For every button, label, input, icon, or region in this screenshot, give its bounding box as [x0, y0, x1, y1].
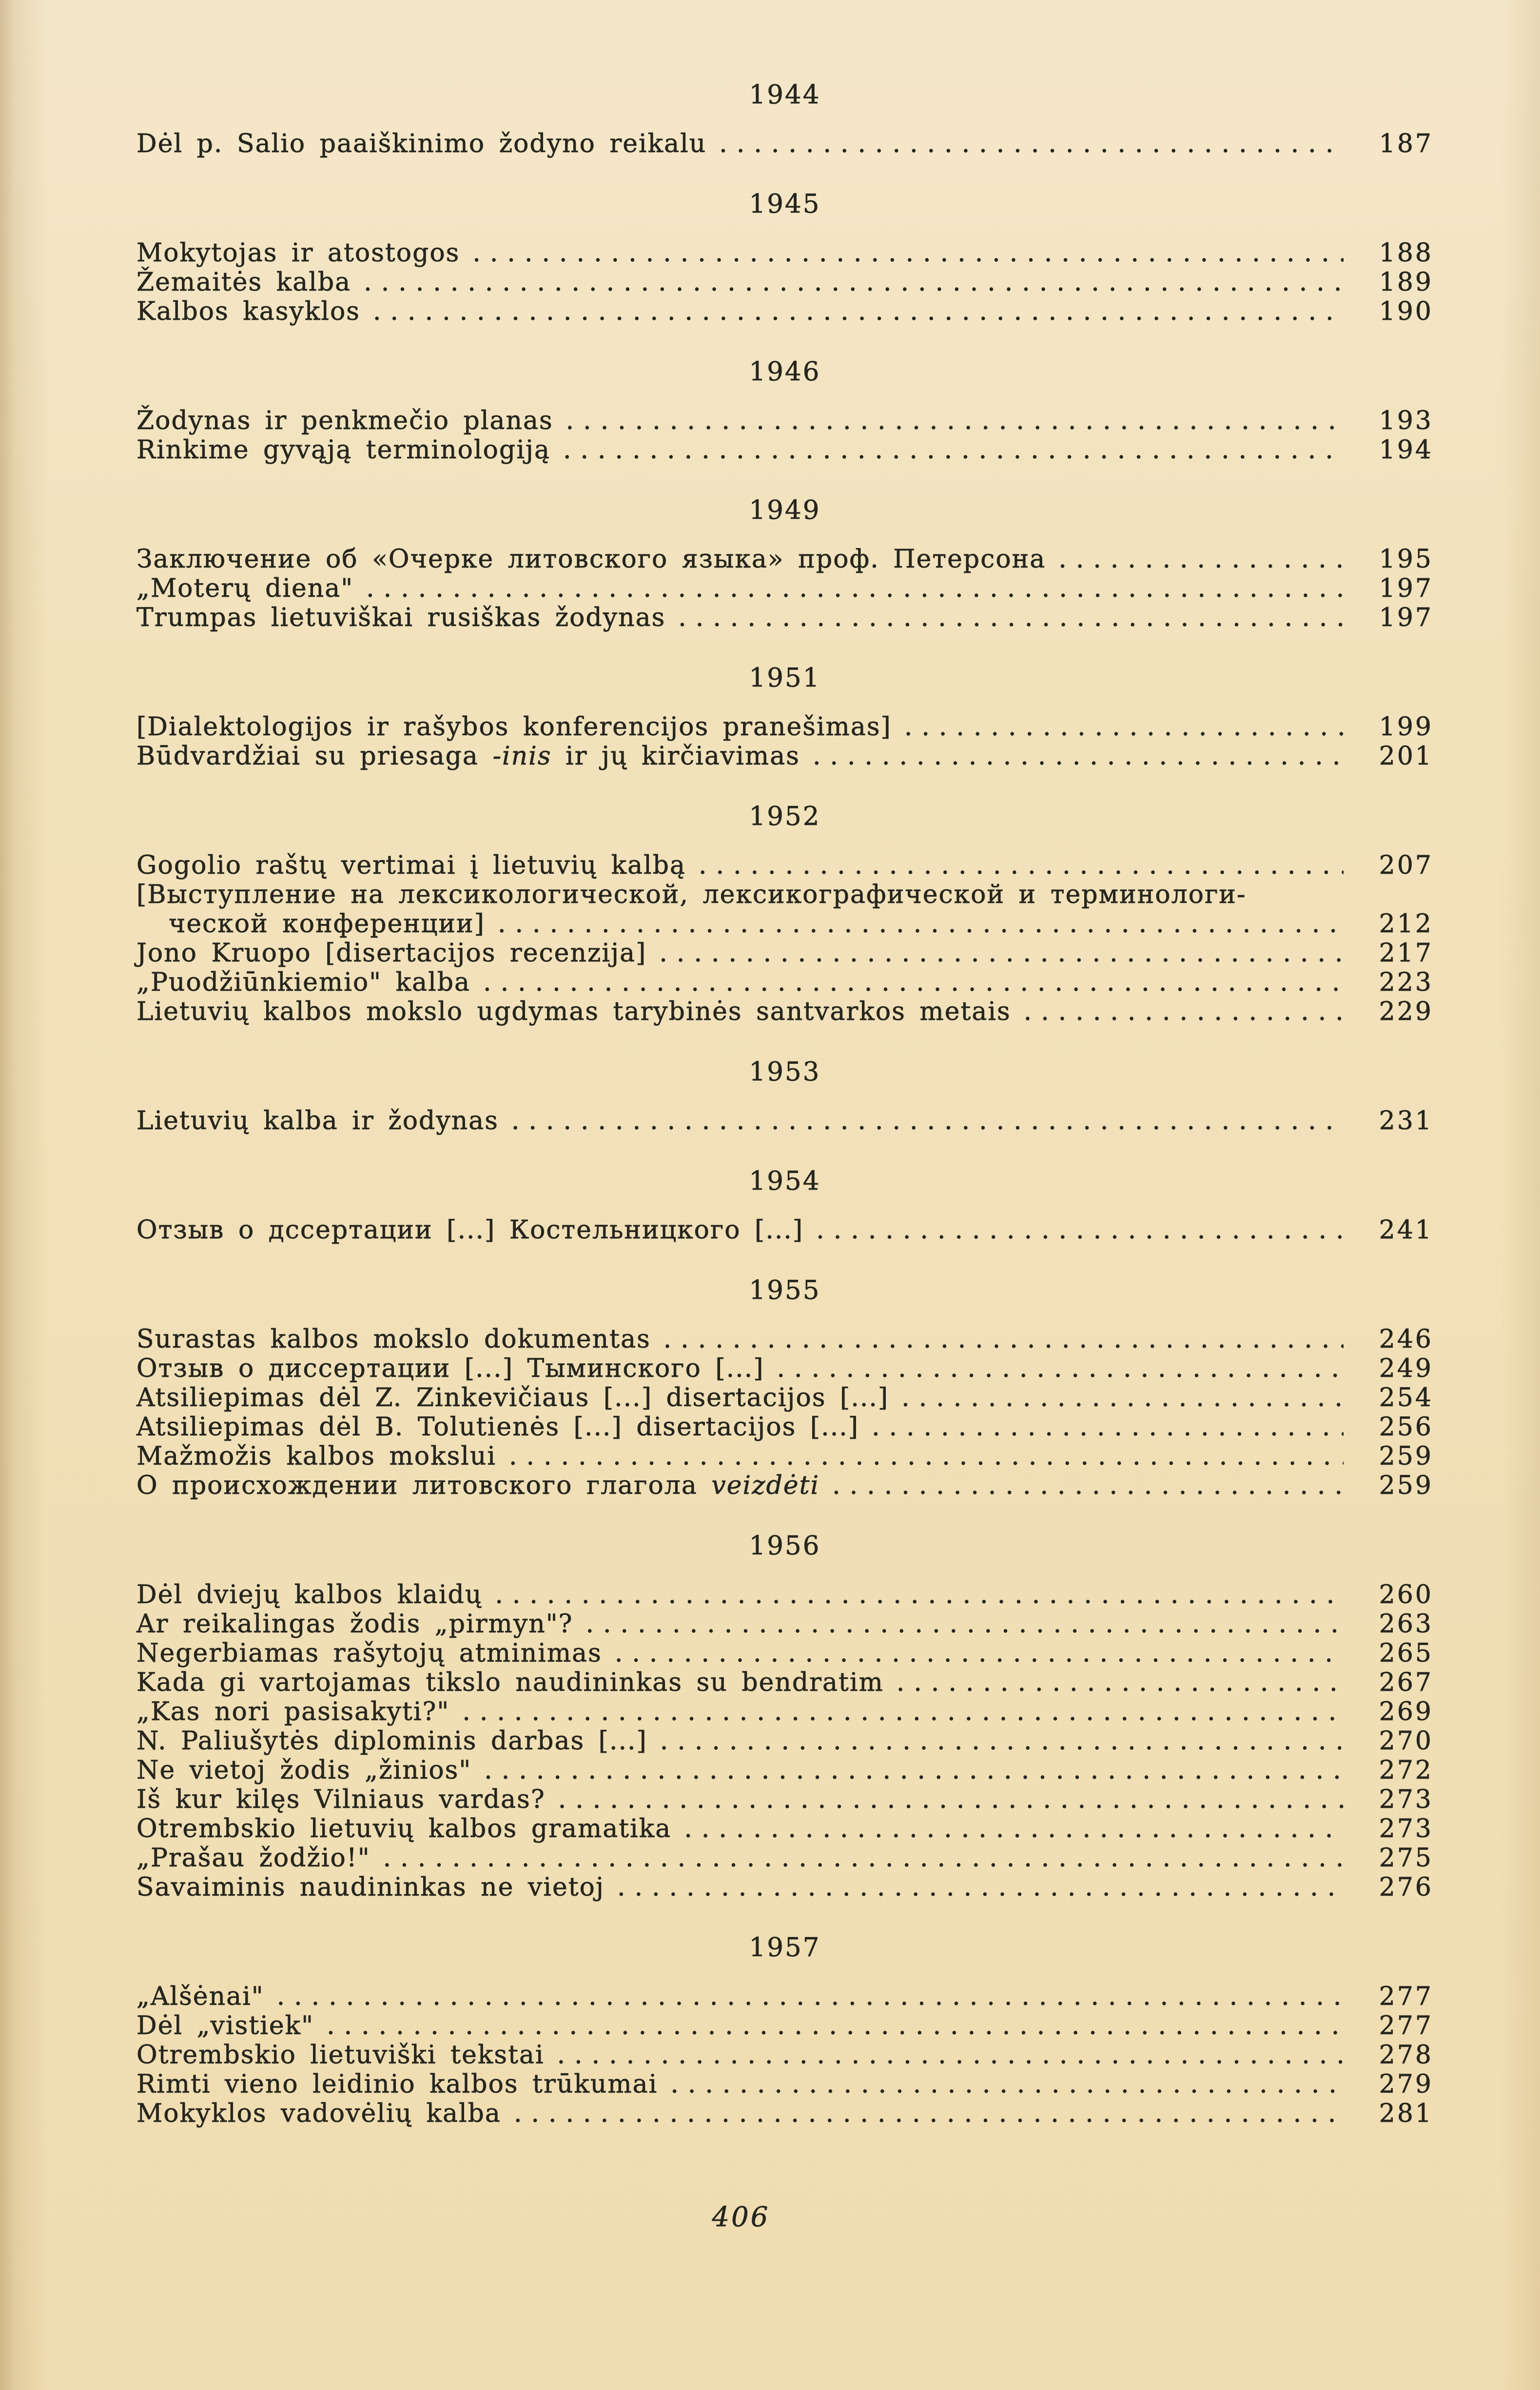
- toc-section-1955: [136, 1276, 1433, 1500]
- dot-leader: [684, 1814, 1344, 1843]
- entry-page-number: 231: [1379, 1106, 1433, 1136]
- dot-leader: [364, 268, 1344, 297]
- entry-title: Otrembskio lietuvių kalbos gramatika: [136, 1814, 672, 1843]
- entry-title: „Kas nori pasisakyti?": [136, 1697, 450, 1726]
- toc-section-1945: [136, 190, 1433, 326]
- section-year: 1949: [749, 495, 821, 525]
- toc-entry-row: [136, 712, 1433, 742]
- toc-entry-row: [136, 1697, 1433, 1726]
- entry-title: [136, 1471, 819, 1500]
- dot-leader: [1024, 997, 1344, 1026]
- entry-page-number: 194: [1379, 435, 1433, 465]
- entry-title: Kada gi vartojamas tikslo naudininkas su bendratim: [136, 1668, 884, 1697]
- dot-leader: [813, 742, 1344, 771]
- toc-section-1952: [136, 802, 1433, 1026]
- toc-entry-row: [136, 1412, 1433, 1442]
- toc-entry-row-wrap-line2: [136, 909, 1433, 939]
- entry-page-number: 277: [1379, 1982, 1433, 2011]
- entry-title: Dėl dviejų kalbos klaidų: [136, 1580, 483, 1609]
- entry-page-number: 259: [1379, 1471, 1433, 1500]
- entry-page-number: 259: [1379, 1442, 1433, 1471]
- dot-leader: [327, 2011, 1344, 2040]
- toc-entry-row: [136, 238, 1433, 268]
- entry-page-number: 199: [1379, 712, 1433, 742]
- dot-leader: [484, 1756, 1344, 1785]
- section-year: 1953: [749, 1057, 821, 1087]
- entry-page-number: 249: [1379, 1354, 1433, 1383]
- dot-leader: [904, 712, 1344, 742]
- entry-title-part: О происхождении литовского глагола: [136, 1471, 712, 1500]
- entry-title: Surastas kalbos mokslo dokumentas: [136, 1325, 651, 1354]
- toc-entry-row: [136, 1726, 1433, 1756]
- toc-section-1957: [136, 1933, 1433, 2128]
- entry-title-part: Būdvardžiai su priesaga: [136, 742, 493, 771]
- toc-entry-row: [136, 939, 1433, 968]
- dot-leader: [462, 1697, 1344, 1726]
- entry-page-number: 197: [1379, 603, 1433, 632]
- dot-leader: [872, 1412, 1344, 1442]
- section-year: 1944: [749, 80, 821, 110]
- entry-page-number: 212: [1379, 909, 1433, 939]
- entry-title-continued: ческой конференции]: [169, 909, 485, 939]
- entry-page-number: 193: [1379, 406, 1433, 435]
- toc-entry-row: [136, 1471, 1433, 1500]
- entry-title: Negerbiamas rašytojų atminimas: [136, 1639, 602, 1668]
- entry-title: Trumpas lietuviškai rusiškas žodynas: [136, 603, 666, 632]
- dot-leader: [901, 1383, 1344, 1412]
- entry-title: Lietuvių kalbos mokslo ugdymas tarybinės santvarkos metais: [136, 997, 1011, 1026]
- dot-leader: [699, 851, 1344, 880]
- section-year: 1946: [749, 357, 821, 387]
- entry-title: Lietuvių kalba ir žodynas: [136, 1106, 499, 1136]
- toc-entry-row: [136, 1873, 1433, 1902]
- entry-page-number: 241: [1379, 1215, 1433, 1245]
- entry-title-italic: veizdėti: [711, 1471, 820, 1500]
- toc-entry-row: [136, 1843, 1433, 1873]
- toc-section-1953: [136, 1058, 1433, 1136]
- entry-page-number: 269: [1379, 1697, 1433, 1726]
- entry-page-number: 276: [1379, 1873, 1433, 1902]
- entry-title: Rinkime gyvąją terminologiją: [136, 435, 550, 465]
- entry-title: Otrembskio lietuviški tekstai: [136, 2040, 545, 2070]
- entry-page-number: 201: [1379, 742, 1433, 771]
- toc-section-1944: [136, 80, 1433, 158]
- toc-entry-row-wrap-line1: [136, 880, 1433, 909]
- section-year: 1951: [749, 663, 821, 693]
- entry-title: Savaiminis naudininkas ne vietoj: [136, 1873, 605, 1902]
- dot-leader: [617, 1873, 1344, 1902]
- entry-page-number: 188: [1379, 238, 1433, 268]
- dot-leader: [678, 603, 1344, 632]
- entry-page-number: 278: [1379, 2040, 1433, 2070]
- entry-title: Mažmožis kalbos mokslui: [136, 1442, 497, 1471]
- dot-leader: [670, 2070, 1344, 2099]
- dot-leader: [495, 1580, 1344, 1609]
- toc-entry-row: [136, 574, 1433, 603]
- dot-leader: [563, 435, 1344, 465]
- entry-title: Kalbos kasyklos: [136, 297, 360, 326]
- entry-title: [Выступление на лексикологической, лексикографической и терминологи-: [136, 880, 1247, 909]
- entry-page-number: 189: [1379, 268, 1433, 297]
- dot-leader: [1058, 545, 1344, 574]
- entry-page-number: 272: [1379, 1756, 1433, 1785]
- dot-leader: [777, 1354, 1344, 1383]
- entry-title: Žodynas ir penkmečio planas: [136, 406, 553, 435]
- page-folio: 406: [712, 2201, 770, 2233]
- entry-title: Отзыв о диссертации [...] Тыминского [...]: [136, 1354, 764, 1383]
- dot-leader: [897, 1668, 1344, 1697]
- toc-entry-row: [136, 603, 1433, 632]
- entry-page-number: 277: [1379, 2011, 1433, 2040]
- entry-title: N. Paliušytės diplominis darbas [...]: [136, 1726, 647, 1756]
- toc-entry-row: [136, 1325, 1433, 1354]
- toc-entry-row: [136, 1982, 1433, 2011]
- entry-page-number: 279: [1379, 2070, 1433, 2099]
- toc-entry-row: [136, 268, 1433, 297]
- entry-title: Dėl p. Salio paaiškinimo žodyno reikalu: [136, 129, 707, 158]
- entry-page-number: 273: [1379, 1814, 1433, 1843]
- entry-page-number: 275: [1379, 1843, 1433, 1873]
- toc-entry-row: [136, 997, 1433, 1026]
- toc-entry-row: [136, 1580, 1433, 1609]
- section-year: 1957: [749, 1933, 821, 1962]
- entry-page-number: 195: [1379, 545, 1433, 574]
- toc-entry-row: [136, 435, 1433, 465]
- entry-page-number: 270: [1379, 1726, 1433, 1756]
- toc-entry-row: [136, 2070, 1433, 2099]
- toc-entry-row: [136, 297, 1433, 326]
- toc-entry-row: [136, 129, 1433, 158]
- toc-entry-row: [136, 545, 1433, 574]
- entry-title: Gogolio raštų vertimai į lietuvių kalbą: [136, 851, 686, 880]
- dot-leader: [586, 1609, 1344, 1639]
- entry-title-italic: -inis: [492, 742, 552, 771]
- entry-title: Dėl „vistiek": [136, 2011, 314, 2040]
- entry-page-number: 265: [1379, 1639, 1433, 1668]
- entry-title: Mokyklos vadovėlių kalba: [136, 2099, 501, 2128]
- entry-page-number: 267: [1379, 1668, 1433, 1697]
- dot-leader: [659, 939, 1344, 968]
- toc-entry-row: [136, 1668, 1433, 1697]
- toc-entry-row: [136, 1354, 1433, 1383]
- dot-leader: [660, 1726, 1344, 1756]
- entry-title: Atsiliepimas dėl Z. Zinkevičiaus [...] disertacijos [...]: [136, 1383, 889, 1412]
- toc-entry-row: [136, 2011, 1433, 2040]
- entry-title: Ne vietoj žodis „žinios": [136, 1756, 472, 1785]
- entry-title: Mokytojas ir atostogos: [136, 238, 460, 268]
- toc-entry-row: [136, 2099, 1433, 2128]
- toc-entry-row: [136, 406, 1433, 435]
- toc-entry-row: [136, 2040, 1433, 2070]
- dot-leader: [566, 406, 1344, 435]
- entry-title: „Moterų diena": [136, 574, 354, 603]
- section-year: 1955: [749, 1275, 821, 1305]
- entry-page-number: 263: [1379, 1609, 1433, 1639]
- entry-title: „Prašau žodžio!": [136, 1843, 370, 1873]
- entry-page-number: 207: [1379, 851, 1433, 880]
- dot-leader: [366, 574, 1344, 603]
- entry-title: Žemaitės kalba: [136, 268, 351, 297]
- entry-page-number: 197: [1379, 574, 1433, 603]
- toc-section-1951: [136, 664, 1433, 771]
- entry-title: „Puodžiūnkiemio" kalba: [136, 968, 471, 997]
- dot-leader: [558, 1785, 1344, 1814]
- entry-page-number: 273: [1379, 1785, 1433, 1814]
- toc-entry-row: [136, 1639, 1433, 1668]
- toc-entry-row: [136, 968, 1433, 997]
- section-year: 1945: [749, 189, 821, 219]
- entry-title: Jono Kruopo [disertacijos recenzija]: [136, 939, 647, 968]
- dot-leader: [509, 1442, 1344, 1471]
- section-year: 1952: [749, 802, 821, 831]
- toc-entry-row: [136, 1383, 1433, 1412]
- entry-page-number: 260: [1379, 1580, 1433, 1609]
- dot-leader: [511, 1106, 1344, 1136]
- entry-title: Iš kur kilęs Vilniaus vardas?: [136, 1785, 546, 1814]
- dot-leader: [816, 1215, 1344, 1245]
- section-year: 1954: [749, 1166, 821, 1196]
- entry-title: Отзыв о дссертации [...] Костельницкого [...]: [136, 1215, 804, 1245]
- toc-entry-row: [136, 1756, 1433, 1785]
- dot-leader: [383, 1843, 1344, 1873]
- dot-leader: [277, 1982, 1344, 2011]
- entry-title: Ar reikalingas žodis „pirmyn"?: [136, 1609, 573, 1639]
- toc-entry-row: [136, 1785, 1433, 1814]
- dot-leader: [615, 1639, 1344, 1668]
- toc-section-1949: [136, 496, 1433, 632]
- dot-leader: [472, 238, 1344, 268]
- entry-page-number: 223: [1379, 968, 1433, 997]
- toc-entry-row: [136, 1442, 1433, 1471]
- toc-section-1946: [136, 357, 1433, 465]
- entry-page-number: 190: [1379, 297, 1433, 326]
- section-year: 1956: [749, 1531, 821, 1561]
- dot-leader: [498, 909, 1344, 939]
- toc-entry-row: [136, 1106, 1433, 1136]
- entry-title-part: ir jų kirčiavimas: [551, 742, 800, 771]
- dot-leader: [663, 1325, 1344, 1354]
- entry-page-number: 256: [1379, 1412, 1433, 1442]
- entry-title: [136, 742, 800, 771]
- dot-leader: [719, 129, 1344, 158]
- entry-page-number: 229: [1379, 997, 1433, 1026]
- toc-entry-row: [136, 851, 1433, 880]
- entry-title: Заключение об «Очерке литовского языка» проф. Петерсона: [136, 545, 1046, 574]
- dot-leader: [832, 1471, 1344, 1500]
- entry-page-number: 254: [1379, 1383, 1433, 1412]
- entry-title: [Dialektologijos ir rašybos konferencijos pranešimas]: [136, 712, 892, 742]
- entry-page-number: 281: [1379, 2099, 1433, 2128]
- entry-page-number: 246: [1379, 1325, 1433, 1354]
- entry-page-number: 187: [1379, 129, 1433, 158]
- toc-entry-row: [136, 1609, 1433, 1639]
- entry-page-number: 217: [1379, 939, 1433, 968]
- toc-entry-row: [136, 1814, 1433, 1843]
- dot-leader: [557, 2040, 1344, 2070]
- entry-title: Atsiliepimas dėl B. Tolutienės [...] disertacijos [...]: [136, 1412, 859, 1442]
- dot-leader: [483, 968, 1344, 997]
- toc-entry-row: [136, 742, 1433, 771]
- toc-entry-row: [136, 1215, 1433, 1245]
- entry-title: Rimti vieno leidinio kalbos trūkumai: [136, 2070, 658, 2099]
- toc-section-1954: [136, 1167, 1433, 1245]
- dot-leader: [373, 297, 1344, 326]
- entry-title: „Alšėnai": [136, 1982, 264, 2011]
- dot-leader: [514, 2099, 1344, 2128]
- toc-section-1956: [136, 1531, 1433, 1902]
